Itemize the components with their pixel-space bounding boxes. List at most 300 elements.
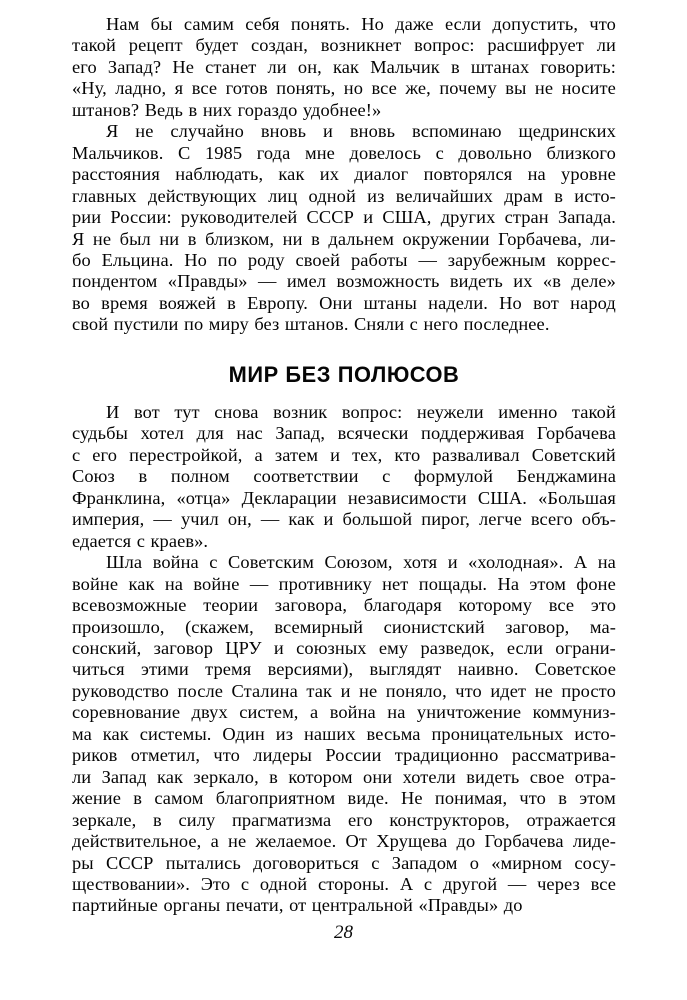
text-line bbox=[72, 143, 616, 164]
word: России: bbox=[110, 207, 172, 228]
word: пондентом bbox=[72, 271, 158, 292]
word: говорить: bbox=[540, 56, 616, 77]
word: благоприятном bbox=[215, 788, 336, 809]
word: не bbox=[92, 228, 112, 249]
word: хотели bbox=[402, 766, 456, 787]
section-heading: МИР БЕЗ ПОЛЮСОВ bbox=[228, 362, 460, 387]
word: возник bbox=[273, 402, 328, 422]
word: на bbox=[597, 552, 616, 573]
text-line bbox=[72, 831, 616, 852]
word: пощады. bbox=[418, 573, 488, 594]
word: Западом bbox=[391, 852, 458, 873]
word: и bbox=[323, 121, 333, 142]
word: желаемое. bbox=[255, 831, 337, 852]
word: главных bbox=[72, 185, 137, 206]
word: лидеры bbox=[253, 745, 312, 766]
word: этом bbox=[579, 788, 616, 809]
word: в bbox=[450, 56, 460, 77]
word: штанов. bbox=[284, 314, 349, 335]
text-line bbox=[72, 509, 616, 530]
word: был bbox=[119, 228, 151, 249]
text-block-before-heading bbox=[72, 14, 616, 336]
word: Один bbox=[222, 723, 265, 744]
word: с bbox=[240, 873, 250, 894]
word: Советское bbox=[534, 659, 616, 680]
word: котором bbox=[288, 766, 353, 787]
word: но bbox=[343, 78, 364, 99]
word: повторялся bbox=[423, 164, 513, 185]
word: что bbox=[455, 680, 482, 701]
word: станет bbox=[205, 56, 257, 77]
word: действительное, bbox=[72, 831, 202, 852]
word: не bbox=[228, 831, 247, 852]
text-line bbox=[72, 445, 616, 466]
word: близком, bbox=[205, 228, 275, 249]
word: самом bbox=[154, 788, 204, 809]
word: заговор, bbox=[505, 616, 570, 637]
word: и bbox=[323, 509, 334, 530]
text-line bbox=[72, 853, 616, 874]
text-line bbox=[72, 617, 616, 638]
word: в bbox=[269, 766, 278, 787]
word: формулой bbox=[414, 466, 494, 487]
word: Горбачева bbox=[484, 831, 564, 852]
text-line bbox=[72, 164, 616, 185]
word: него bbox=[423, 314, 459, 335]
word: мне bbox=[304, 142, 335, 163]
word: по bbox=[184, 314, 204, 335]
word: в bbox=[311, 228, 320, 249]
word: деле» bbox=[571, 271, 616, 292]
word: России bbox=[325, 745, 382, 766]
word: наших bbox=[303, 723, 356, 744]
word: ли bbox=[596, 35, 616, 56]
word: читься bbox=[72, 659, 125, 680]
word: них bbox=[202, 99, 233, 120]
word: «холодная». bbox=[468, 552, 564, 573]
word: зеркале, bbox=[72, 809, 137, 830]
word: такой bbox=[72, 35, 116, 56]
word: рассматрива- bbox=[511, 745, 616, 766]
word: «Большая bbox=[538, 487, 616, 508]
word: штаны bbox=[363, 292, 417, 313]
word: с bbox=[435, 142, 444, 163]
word: «отца» bbox=[176, 487, 231, 508]
word: тремя bbox=[205, 659, 252, 680]
word: «мирном bbox=[491, 852, 563, 873]
word: штанах bbox=[470, 56, 530, 77]
word: войне bbox=[193, 573, 240, 594]
word: теории bbox=[203, 595, 259, 616]
word: как bbox=[333, 56, 360, 77]
word: «в bbox=[542, 271, 562, 292]
word: судьбы bbox=[72, 423, 129, 444]
word: все bbox=[191, 78, 218, 99]
word: затем bbox=[274, 444, 319, 465]
word: конструкторов, bbox=[389, 809, 510, 830]
paragraph-p4 bbox=[72, 552, 616, 917]
word: лиде- bbox=[572, 831, 616, 852]
word: Сталина bbox=[231, 680, 298, 701]
word: И bbox=[106, 402, 120, 422]
word: себя bbox=[245, 14, 280, 34]
word: его bbox=[347, 809, 373, 830]
word: а bbox=[254, 444, 263, 465]
text-line bbox=[72, 423, 616, 444]
word: пустили bbox=[113, 314, 179, 335]
word: этом bbox=[529, 573, 567, 594]
word: его bbox=[72, 56, 97, 77]
word: краев». bbox=[150, 530, 209, 551]
word: исто- bbox=[574, 185, 616, 206]
text-block-after-heading bbox=[72, 402, 616, 917]
word: сонский, bbox=[72, 637, 142, 658]
word: Советским bbox=[228, 552, 314, 573]
word: понять, bbox=[276, 78, 336, 99]
word: разведок, bbox=[420, 637, 495, 658]
word: вот bbox=[133, 402, 160, 422]
text-line bbox=[72, 229, 616, 250]
word: он, bbox=[297, 56, 322, 77]
word: ограни- bbox=[555, 637, 616, 658]
word: они bbox=[363, 766, 393, 787]
word: о bbox=[469, 852, 479, 873]
word: других bbox=[440, 207, 496, 228]
word: удобнее!» bbox=[302, 99, 382, 120]
word: партийные bbox=[72, 895, 158, 916]
word: все bbox=[548, 595, 575, 616]
word: года bbox=[256, 142, 291, 163]
word: Ельцина. bbox=[101, 249, 174, 270]
word: до bbox=[503, 895, 523, 916]
text-line bbox=[72, 186, 616, 207]
word: руководство bbox=[72, 680, 169, 701]
word: что bbox=[589, 14, 616, 34]
word: как bbox=[128, 573, 155, 594]
word: через bbox=[537, 873, 580, 894]
word: наблюдать, bbox=[175, 164, 264, 185]
word: лиц bbox=[268, 185, 298, 206]
word: империя, bbox=[72, 509, 145, 530]
word: и bbox=[447, 552, 458, 573]
word: как bbox=[278, 164, 305, 185]
word: нет bbox=[382, 573, 409, 594]
word: создан, bbox=[251, 35, 308, 56]
word: С bbox=[178, 142, 191, 163]
word: в bbox=[153, 809, 162, 830]
word: «Правды» bbox=[167, 271, 248, 292]
word: Европу. bbox=[247, 292, 308, 313]
word: Но bbox=[184, 249, 207, 270]
word: и bbox=[330, 444, 341, 465]
word: в bbox=[554, 185, 564, 206]
word: окружении bbox=[402, 228, 490, 249]
word: из bbox=[275, 723, 294, 744]
word: От bbox=[345, 831, 368, 852]
word: готов bbox=[225, 78, 268, 99]
text-line bbox=[72, 745, 616, 766]
word: органы bbox=[163, 895, 221, 916]
word: легче bbox=[479, 509, 522, 530]
word: как bbox=[156, 766, 184, 787]
word: все bbox=[371, 78, 397, 99]
word: Запада. bbox=[557, 207, 616, 228]
word: Сняли bbox=[354, 314, 405, 335]
text-line bbox=[72, 293, 616, 314]
word: (скажем, bbox=[185, 616, 254, 637]
word: неужели bbox=[416, 402, 484, 422]
text-line bbox=[72, 724, 616, 745]
word: а bbox=[210, 831, 219, 852]
word: ни bbox=[282, 228, 303, 249]
text-line bbox=[72, 57, 616, 78]
word: вы bbox=[505, 78, 527, 99]
word: стороны. bbox=[317, 873, 390, 894]
word: имел bbox=[286, 271, 327, 292]
word: всемирный bbox=[274, 616, 364, 637]
text-line bbox=[72, 702, 616, 723]
text-line bbox=[72, 595, 616, 616]
word: Ведь bbox=[144, 99, 184, 120]
word: СССР bbox=[106, 852, 154, 873]
word: — bbox=[260, 509, 280, 530]
word: диалог bbox=[354, 164, 409, 185]
word: как bbox=[288, 509, 315, 530]
word: силу bbox=[178, 809, 216, 830]
word: на bbox=[164, 573, 184, 594]
word: возникнет bbox=[320, 35, 402, 56]
word: США. bbox=[477, 487, 527, 508]
word: в bbox=[227, 292, 236, 313]
word: этими bbox=[141, 659, 189, 680]
word: вспоминаю bbox=[412, 121, 502, 142]
word: соответствии bbox=[253, 466, 359, 487]
word: наивно. bbox=[457, 659, 519, 680]
text-line bbox=[72, 121, 616, 142]
word: народ bbox=[570, 292, 616, 313]
word: почему bbox=[439, 78, 497, 99]
word: понять. bbox=[290, 14, 350, 34]
word: двух bbox=[191, 702, 228, 723]
word: вопрос: bbox=[414, 35, 475, 56]
word: традиционно bbox=[394, 745, 499, 766]
word: благодаря bbox=[363, 595, 442, 616]
word: кто bbox=[394, 444, 421, 465]
text-line bbox=[72, 788, 616, 809]
word: На bbox=[497, 573, 520, 594]
word: работы bbox=[350, 249, 408, 270]
word: бы bbox=[150, 14, 173, 34]
word: и bbox=[363, 207, 374, 228]
word: фоне bbox=[576, 573, 616, 594]
word: хотел bbox=[140, 423, 184, 444]
word: его bbox=[92, 444, 118, 465]
word: именно bbox=[498, 402, 558, 422]
text-line bbox=[72, 552, 616, 573]
text-line bbox=[72, 271, 616, 292]
word: перестройкой, bbox=[129, 444, 243, 465]
word: ществовании». bbox=[72, 873, 190, 894]
word: коммуниз- bbox=[532, 702, 616, 723]
word: гораздо bbox=[237, 99, 298, 120]
word: на bbox=[527, 164, 546, 185]
word: Горбачева, bbox=[498, 228, 582, 249]
word: расшифрует bbox=[487, 35, 584, 56]
word: прагматизма bbox=[231, 809, 332, 830]
word: зарубежным bbox=[447, 249, 546, 270]
word: в bbox=[558, 788, 568, 809]
text-line bbox=[72, 100, 616, 121]
word: тут bbox=[174, 402, 200, 422]
word: — bbox=[507, 873, 527, 894]
word: для bbox=[196, 423, 224, 444]
word: не bbox=[534, 78, 554, 99]
word: в bbox=[133, 788, 143, 809]
word: вновь bbox=[349, 121, 396, 142]
word: без bbox=[254, 314, 280, 335]
text-line bbox=[72, 250, 616, 271]
word: Мальчиков. bbox=[72, 142, 164, 163]
word: такой bbox=[571, 402, 616, 422]
text-line bbox=[72, 531, 616, 552]
word: после bbox=[177, 680, 223, 701]
word: центральной bbox=[311, 895, 413, 916]
word: в bbox=[138, 466, 148, 487]
word: стран bbox=[504, 207, 549, 228]
text-line bbox=[72, 466, 616, 487]
word: Я bbox=[72, 228, 85, 249]
word: «Правды» bbox=[418, 895, 499, 916]
word: как bbox=[102, 723, 129, 744]
word: не bbox=[135, 121, 154, 142]
word: Они bbox=[319, 292, 353, 313]
word: Союз bbox=[72, 466, 115, 487]
word: роду bbox=[247, 249, 285, 270]
word: в bbox=[188, 99, 198, 120]
word: весьма bbox=[366, 723, 421, 744]
text-line bbox=[72, 895, 616, 916]
word: «Ну, bbox=[72, 78, 107, 99]
word: допустить, bbox=[492, 14, 579, 34]
word: если bbox=[506, 637, 544, 658]
word: что bbox=[519, 788, 546, 809]
word: заговора, bbox=[274, 595, 348, 616]
word: Но bbox=[361, 14, 384, 34]
word: выглядят bbox=[369, 659, 442, 680]
word: с bbox=[72, 444, 81, 465]
word: Союзом, bbox=[324, 552, 393, 573]
word: бо bbox=[72, 249, 91, 270]
word: — bbox=[153, 509, 172, 530]
word: а bbox=[309, 702, 319, 723]
word: величайших bbox=[395, 185, 493, 206]
word: США, bbox=[382, 207, 432, 228]
page-number: 28 bbox=[334, 922, 353, 943]
word: учил bbox=[180, 509, 219, 530]
word: Я bbox=[106, 121, 119, 142]
word: вопрос: bbox=[341, 402, 403, 422]
word: Нам bbox=[106, 14, 140, 34]
word: уровне bbox=[561, 164, 616, 185]
word: ры bbox=[72, 852, 94, 873]
word: — bbox=[418, 249, 437, 270]
word: от bbox=[289, 895, 307, 916]
word: пирог, bbox=[421, 509, 470, 530]
word: драм bbox=[504, 185, 543, 206]
word: — bbox=[257, 271, 277, 292]
text-line bbox=[72, 681, 616, 702]
word: ма- bbox=[589, 616, 616, 637]
word: надели. bbox=[428, 292, 488, 313]
text-line bbox=[72, 488, 616, 509]
paragraph-p3 bbox=[72, 402, 616, 552]
word: во bbox=[72, 292, 90, 313]
word: что bbox=[213, 745, 240, 766]
word: действующих bbox=[147, 185, 257, 206]
word: Бенджамина bbox=[516, 466, 616, 487]
word: это bbox=[590, 595, 616, 616]
word: Шла bbox=[106, 552, 143, 573]
word: вот bbox=[533, 292, 559, 313]
word: разваливал bbox=[432, 444, 520, 465]
word: поняло, bbox=[385, 680, 447, 701]
word: свое bbox=[529, 766, 565, 787]
word: ли bbox=[267, 56, 287, 77]
word: самим bbox=[183, 14, 235, 34]
text-line bbox=[72, 78, 616, 99]
word: нас bbox=[236, 423, 263, 444]
word: понимая, bbox=[434, 788, 508, 809]
word: договориться bbox=[253, 852, 359, 873]
word: с bbox=[382, 466, 391, 487]
word: которому bbox=[458, 595, 533, 616]
paragraph-p2 bbox=[72, 121, 616, 336]
word: же, bbox=[405, 78, 431, 99]
word: Мальчик bbox=[370, 56, 440, 77]
word: своей bbox=[295, 249, 341, 270]
word: видеть bbox=[466, 766, 520, 787]
word: отметил, bbox=[130, 745, 201, 766]
word: Франклина, bbox=[72, 487, 166, 508]
word: он, bbox=[227, 509, 252, 530]
word: дальнем bbox=[328, 228, 394, 249]
word: хотя bbox=[403, 552, 438, 573]
word: в bbox=[187, 228, 197, 249]
word: вояжей bbox=[159, 292, 216, 313]
text-line bbox=[72, 314, 616, 335]
word: на bbox=[387, 702, 406, 723]
word: Советский bbox=[531, 444, 616, 465]
word: ему bbox=[378, 637, 409, 658]
word: рии bbox=[72, 207, 102, 228]
word: ЦРУ bbox=[225, 637, 262, 658]
word: всячески bbox=[337, 423, 409, 444]
word: независимости bbox=[347, 487, 467, 508]
word: снова bbox=[214, 402, 259, 422]
word: заговор bbox=[153, 637, 214, 658]
word: объ- bbox=[581, 509, 616, 530]
word: виде. bbox=[347, 788, 389, 809]
text-line bbox=[72, 659, 616, 680]
word: А bbox=[573, 552, 588, 573]
word: коррес- bbox=[556, 249, 616, 270]
word: Запад, bbox=[275, 423, 326, 444]
word: война bbox=[329, 702, 376, 723]
word: зеркало, bbox=[193, 766, 259, 787]
paragraph-p1 bbox=[72, 14, 616, 121]
word: их bbox=[513, 271, 533, 292]
word: война bbox=[152, 552, 199, 573]
